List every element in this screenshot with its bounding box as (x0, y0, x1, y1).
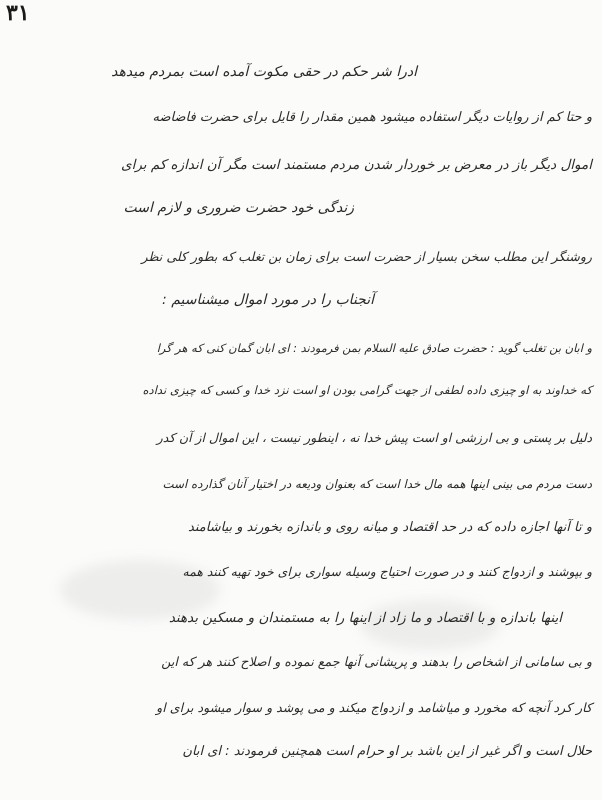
text-line: دست مردم می بینی اینها همه مال خدا است که بعنوان ودیعه در اختیار آنان گذارده است (162, 477, 592, 491)
text-line: ادرا شر حکم در حقی مکوت آمده است بمردم میدهد (111, 64, 417, 80)
text-line: و حتا کم از روایات دیگر استفاده میشود همین مقدار را قایل برای حضرت فاضاضه (152, 110, 592, 125)
text-line: و ابان بن تغلب گوید : حضرت صادق علیه السلام بمن فرمودند : ای ابان گمان کنی که هر گرا (156, 341, 592, 355)
text-line: دلیل بر پستی و بی ارزشی او است پیش خدا نه ، اینطور نیست ، این اموال از آن کدر (156, 430, 592, 445)
text-line: و تا آنها اجازه داده که در حد اقتصاد و میانه روی و باندازه بخورند و بیاشامند (188, 520, 592, 535)
text-line: و بی سامانی از اشخاص را بدهند و پریشانی آنها جمع نموده و اصلاح کنند هر که این (161, 654, 592, 669)
text-line: زندگی خود حضرت ضروری و لازم است (123, 200, 354, 216)
text-line: کار کرد آنچه که مخورد و میاشامد و ازدواج میکند و می پوشد و سوار میشود برای او (156, 700, 592, 715)
page-number: ۳۱ (6, 0, 30, 26)
text-line: که خداوند به او چیزی داده لطفی از جهت گرامی بودن او است نزد خدا و کسی که چیزی نداده (142, 383, 592, 397)
text-line: روشنگر این مطلب سخن بسیار از حضرت است برای زمان بن تغلب که بطور کلی نظر (141, 249, 592, 264)
text-line: و بپوشند و ازدواج کنند و در صورت احتیاج وسیله سواری برای خود تهیه کنند همه (182, 564, 592, 579)
text-line: آنجناب را در مورد اموال میشناسیم : (162, 292, 374, 308)
text-line: حلال است و اگر غیر از این باشد بر او حرام است همچنین فرمودند : ای ابان (182, 744, 592, 759)
text-line: اموال دیگر باز در معرض بر خوردار شدن مردم مستمند است مگر آن اندازه کم برای (121, 157, 592, 173)
text-line: اینها باندازه و با اقتصاد و ما زاد از اینها را به مستمندان و مسکین بدهند (168, 610, 562, 626)
